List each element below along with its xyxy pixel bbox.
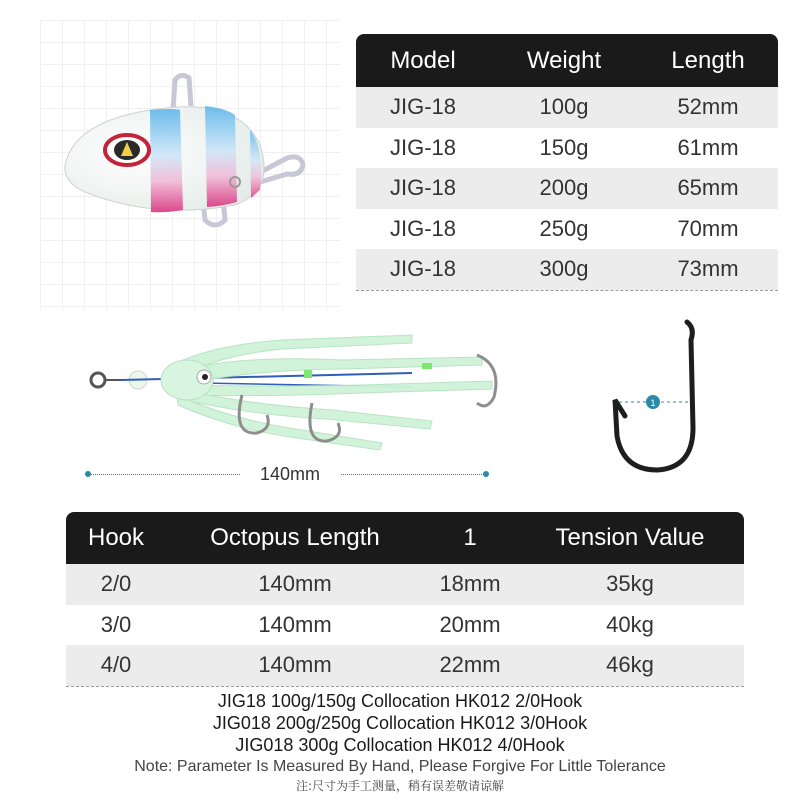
header-gap: 1: [463, 524, 477, 551]
hook-image: [595, 318, 715, 483]
table-row: [356, 209, 778, 250]
cell-gap: 18mm: [439, 571, 501, 597]
cell-weight: 100g: [539, 94, 589, 120]
hook-spec-header: [66, 512, 744, 564]
cell-octopus-length: 140mm: [258, 611, 332, 637]
collocation-line: JIG018 300g Collocation HK012 4/0Hook: [235, 735, 565, 755]
table-row: [356, 128, 778, 169]
cell-tension: 35kg: [606, 571, 654, 597]
table-row: [66, 645, 744, 686]
cell-model: JIG-18: [389, 215, 457, 241]
cell-model: JIG-18: [389, 256, 457, 282]
jig-head-image: [55, 70, 325, 240]
header-octopus-length: Octopus Length: [210, 524, 380, 551]
cell-tension: 46kg: [606, 652, 654, 678]
cell-octopus-length: 140mm: [258, 571, 332, 597]
measurement-note: Note: Parameter Is Measured By Hand, Please Forgive For Little Tolerance: [134, 758, 666, 775]
table-row: [66, 564, 744, 605]
cell-model: JIG-18: [389, 134, 457, 160]
collocation-line: JIG18 100g/150g Collocation HK012 2/0Hook: [217, 691, 583, 711]
table-row: [356, 249, 778, 290]
table-row: [356, 87, 778, 128]
dimension-end-dot: [483, 471, 489, 477]
cell-length: 65mm: [677, 175, 739, 201]
cell-tension: 40kg: [606, 611, 654, 637]
cell-weight: 200g: [539, 175, 589, 201]
octopus-length-label: 140mm: [240, 464, 340, 485]
cell-length: 70mm: [677, 215, 739, 241]
collocation-notes: [0, 690, 800, 795]
dimension-start-dot: [85, 471, 91, 477]
octopus-rig-image: [82, 325, 512, 450]
table-row: [356, 168, 778, 209]
header-tension-value: Tension Value: [555, 524, 705, 551]
header-hook: Hook: [87, 524, 145, 551]
cell-octopus-length: 140mm: [258, 652, 332, 678]
model-spec-table: [356, 34, 778, 291]
cell-length: 61mm: [677, 134, 739, 160]
header-model: Model: [390, 46, 456, 74]
cell-model: JIG-18: [389, 175, 457, 201]
cell-length: 73mm: [677, 256, 739, 282]
header-length: Length: [671, 46, 745, 74]
cell-length: 52mm: [677, 94, 739, 120]
cell-model: JIG-18: [389, 94, 457, 120]
collocation-line: JIG018 200g/250g Collocation HK012 3/0Hook: [212, 713, 588, 733]
cell-weight: 300g: [539, 256, 589, 282]
table-row: [66, 605, 744, 646]
cell-hook: 3/0: [100, 611, 132, 637]
cell-weight: 150g: [539, 134, 589, 160]
table-divider: [356, 290, 778, 291]
measurement-note-chinese: 注:尺寸为手工测量，稍有误差敬请谅解: [295, 779, 505, 793]
cell-hook: 4/0: [100, 652, 132, 678]
cell-hook: 2/0: [100, 571, 132, 597]
hook-marker-label: 1: [650, 398, 656, 408]
model-spec-header: [356, 34, 778, 87]
table-divider: [66, 686, 744, 687]
header-weight: Weight: [526, 46, 602, 74]
cell-gap: 20mm: [439, 611, 501, 637]
cell-weight: 250g: [539, 215, 589, 241]
hook-spec-table: [66, 512, 744, 687]
cell-gap: 22mm: [439, 652, 501, 678]
